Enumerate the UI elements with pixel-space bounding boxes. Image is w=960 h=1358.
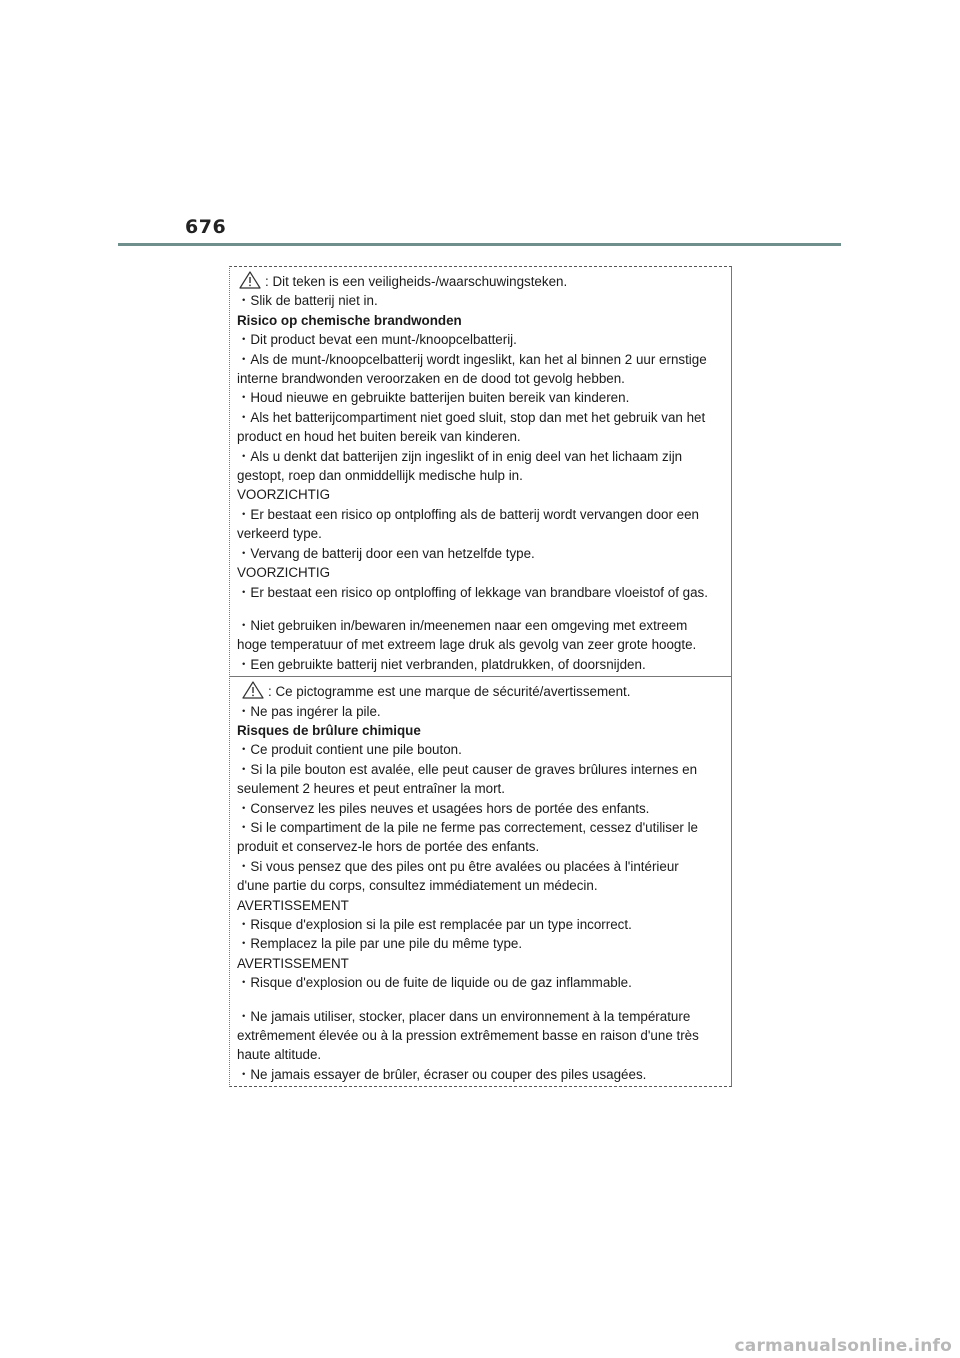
text-line: Risico op chemische brandwonden [237, 312, 462, 328]
text-line: hoge temperatuur of met extreem lage druk als gevolg van zeer grote hoogte. [237, 637, 697, 653]
dutch-lines [237, 291, 723, 674]
text-line: ・Remplacez la pile par une pile du même type. [237, 936, 523, 952]
french-intro-line [237, 681, 723, 701]
warning-triangle-icon [239, 271, 261, 289]
text-line: ・Si la pile bouton est avalée, elle peut causer de graves brûlures internes en [237, 761, 698, 777]
text-line: ・Conservez les piles neuves et usagées hors de portée des enfants. [237, 800, 650, 816]
text-line: ・Si le compartiment de la pile ne ferme pas correctement, cessez d'utiliser le [237, 819, 699, 835]
header-rule [118, 243, 841, 246]
text-line: AVERTISSEMENT [237, 955, 349, 971]
text-line: produit et conservez-le hors de portée des enfants. [237, 839, 540, 855]
text-line: ・Si vous pensez que des piles ont pu être avalées ou placées à l'intérieur [237, 858, 679, 874]
text-line: ・Dit product bevat een munt-/knoopcelbatterij. [237, 332, 517, 348]
text-line: ・Als de munt-/knoopcelbatterij wordt ingeslikt, kan het al binnen 2 uur ernstige [237, 351, 707, 367]
text-line: ・Er bestaat een risico op ontploffing of lekkage van brandbare vloeistof of gas. [237, 584, 708, 600]
text-line: ・Ne jamais essayer de brûler, écraser ou couper des piles usagées. [237, 1066, 647, 1082]
text-line: ・Vervang de batterij door een van hetzelfde type. [237, 545, 535, 561]
text-line: ・Houd nieuwe en gebruikte batterijen buiten bereik van kinderen. [237, 390, 630, 406]
warning-triangle-icon [242, 681, 264, 699]
battery-warning-box [229, 266, 732, 1087]
text-line: ・Er bestaat een risico op ontploffing als de batterij wordt vervangen door een [237, 506, 700, 522]
text-line: interne brandwonden veroorzaken en de dood tot gevolg hebben. [237, 371, 625, 387]
text-line: ・Niet gebruiken in/bewaren in/meenemen naar een omgeving met extreem [237, 617, 688, 633]
text-line: VOORZICHTIG [237, 565, 330, 581]
text-line: ・Ce produit contient une pile bouton. [237, 742, 462, 758]
dutch-intro-line [237, 271, 723, 291]
text-line: verkeerd type. [237, 526, 322, 542]
page-number: 676 [185, 216, 227, 238]
text-line: d'une partie du corps, consultez immédiatement un médecin. [237, 878, 598, 894]
text-line: ・Een gebruikte batterij niet verbranden, platdrukken, of doorsnijden. [237, 656, 646, 672]
text-line: VOORZICHTIG [237, 487, 330, 503]
site-watermark[interactable]: carmanualsonline.info [734, 1336, 952, 1356]
french-lines [237, 702, 723, 1085]
french-intro-text: : Ce pictogramme est une marque de sécurité/avertissement. [268, 684, 631, 700]
text-line: Risques de brûlure chimique [237, 722, 421, 738]
text-line: ・Ne pas ingérer la pile. [237, 703, 381, 719]
text-line: ・Risque d'explosion si la pile est remplacée par un type incorrect. [237, 917, 632, 932]
text-line: ・Risque d'explosion ou de fuite de liquide ou de gaz inflammable. [237, 975, 632, 991]
text-line: AVERTISSEMENT [237, 897, 349, 913]
text-line: ・Als u denkt dat batterijen zijn ingeslikt of in enig deel van het lichaam zijn [237, 448, 683, 464]
text-line: product en houd het buiten bereik van kinderen. [237, 429, 521, 445]
dutch-intro-text: : Dit teken is een veiligheids-/waarschuwingsteken. [265, 274, 568, 289]
text-line: seulement 2 heures et peut entraîner la mort. [237, 781, 505, 797]
text-line: haute altitude. [237, 1047, 322, 1063]
text-line: gestopt, roep dan onmiddellijk medische hulp in. [237, 468, 523, 484]
text-line: ・Slik de batterij niet in. [237, 293, 378, 309]
text-line: ・Als het batterijcompartiment niet goed sluit, stop dan met het gebruik van het [237, 409, 706, 425]
text-line: ・Ne jamais utiliser, stocker, placer dans un environnement à la température [237, 1008, 691, 1024]
french-section [230, 676, 731, 1086]
text-line: extrêmement élevée ou à la pression extrêmement basse en raison d'une très [237, 1028, 699, 1044]
dutch-section [230, 267, 731, 676]
